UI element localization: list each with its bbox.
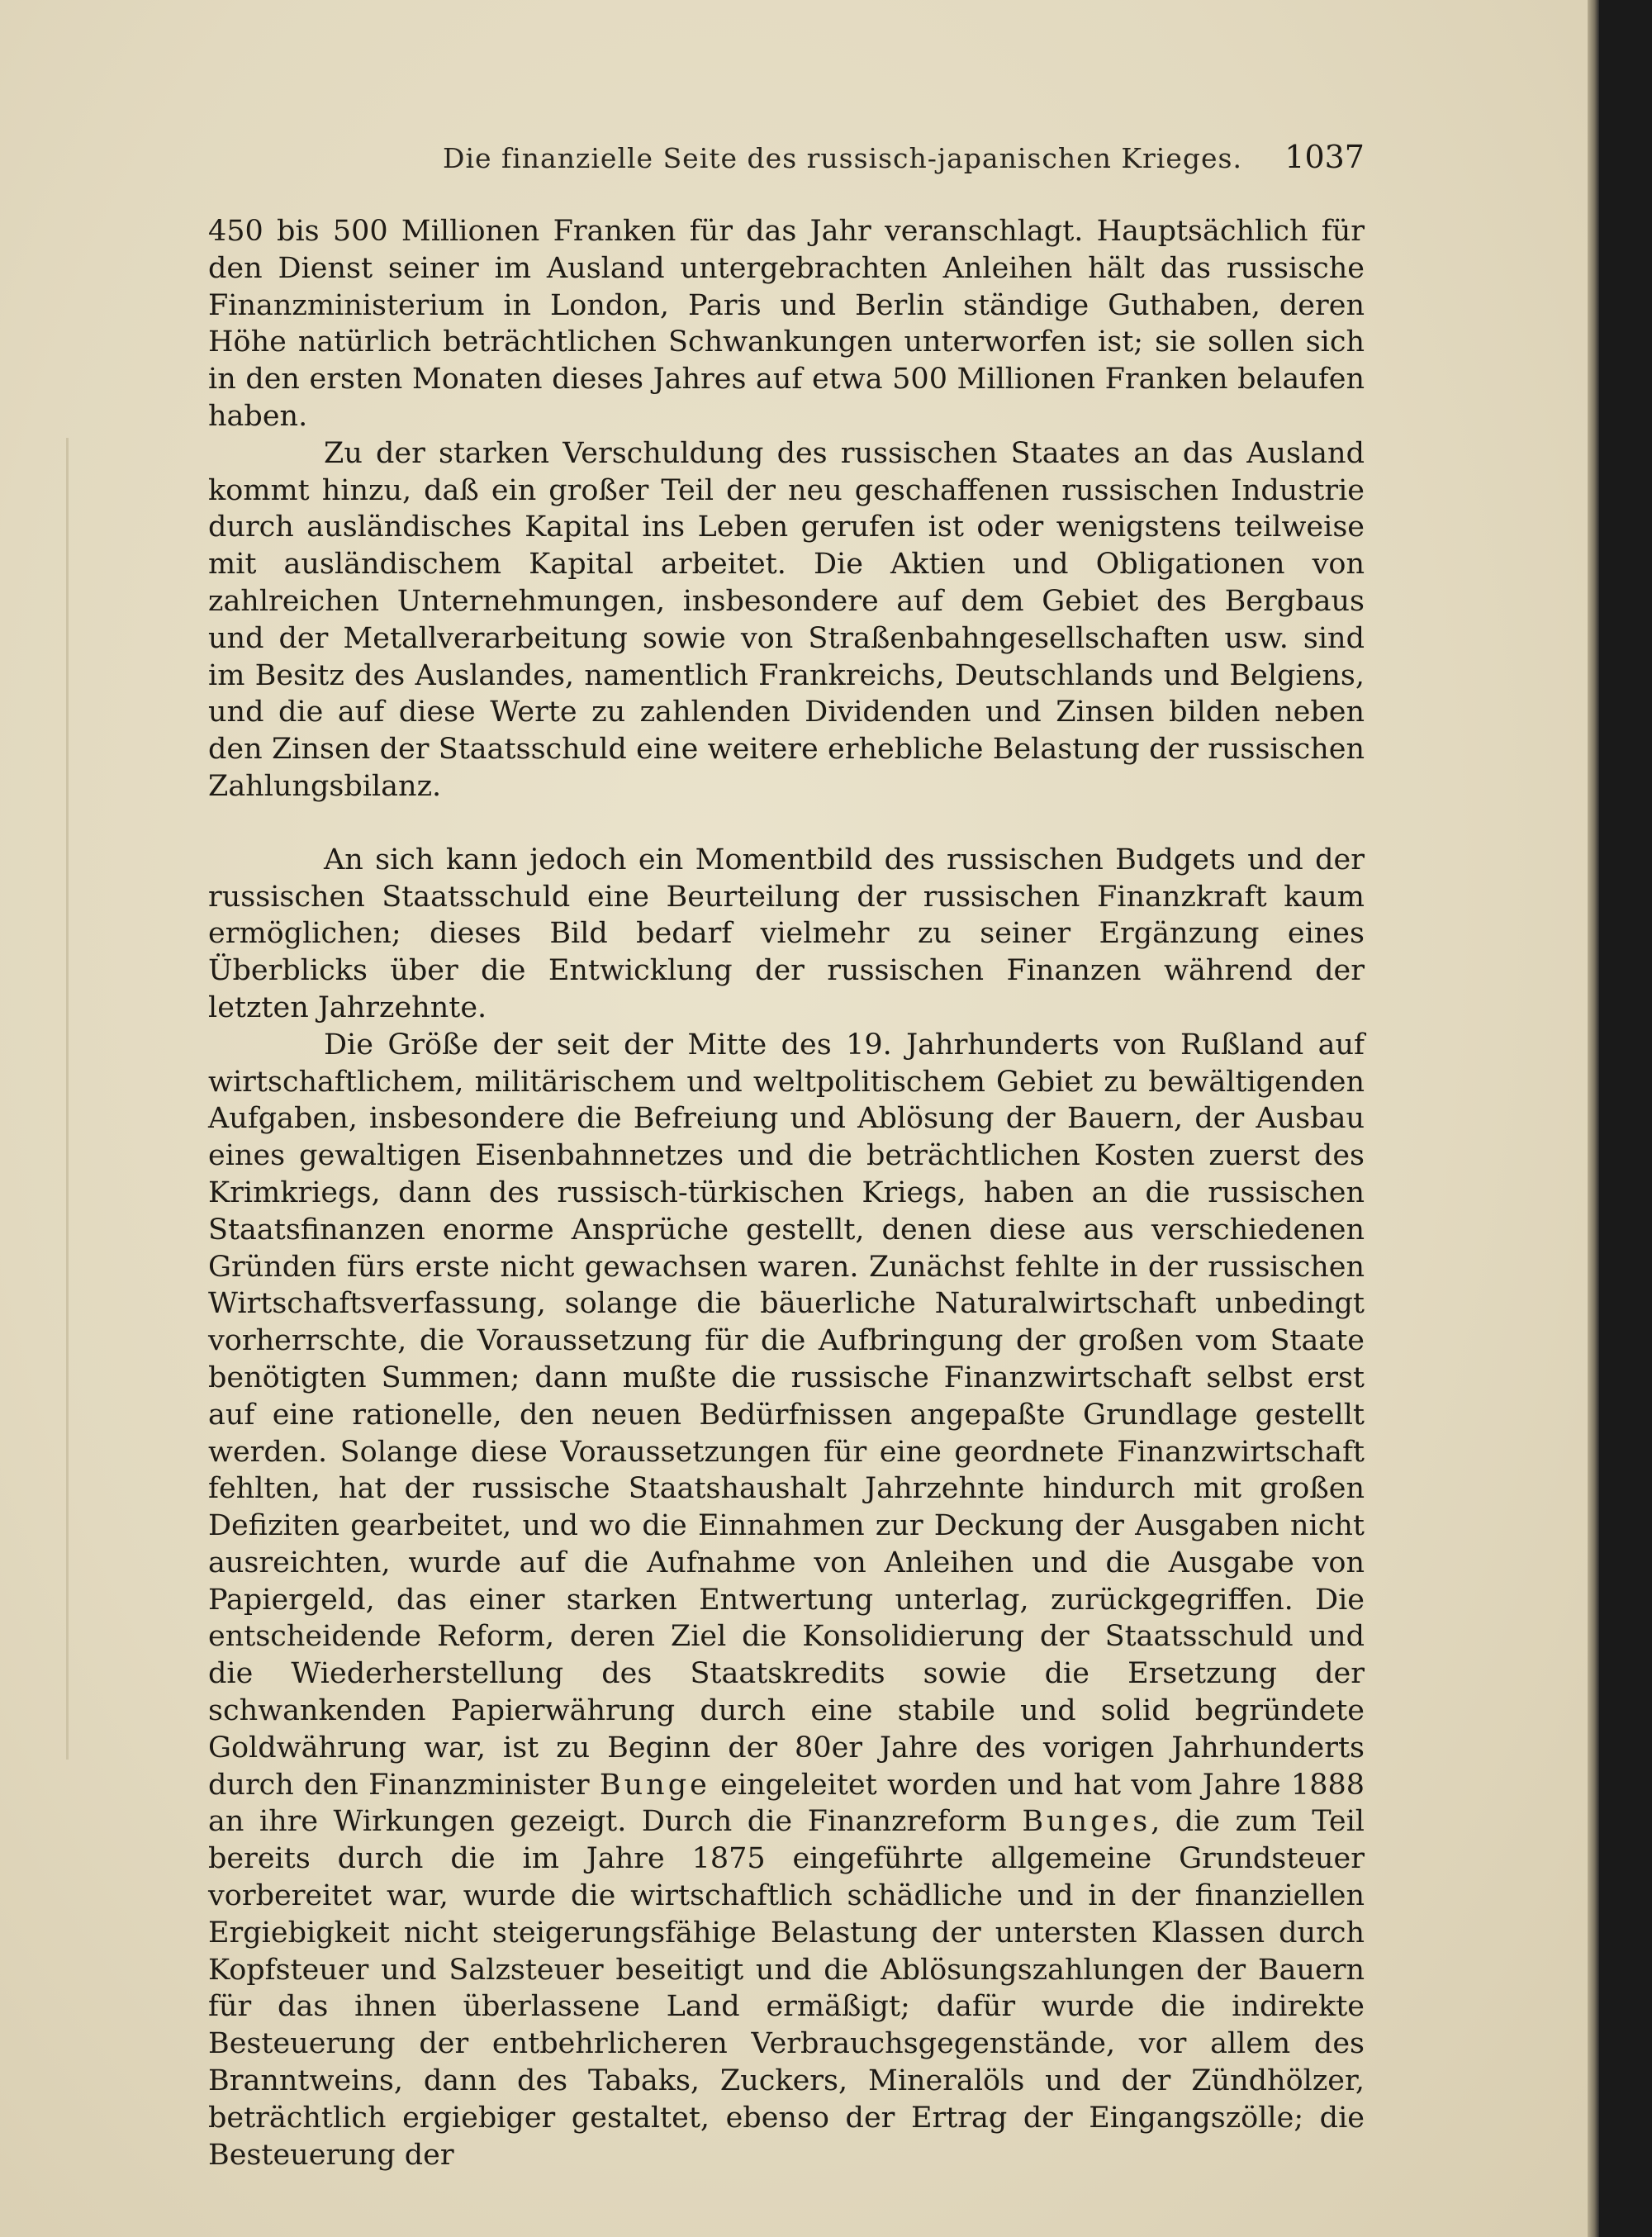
- paragraph-4-part-1: Die Größe der seit der Mitte des 19. Jahrhunderts von Rußland auf wirtschaftlichem, militärischem und weltpolitischem Gebiet zu bewältigenden Aufgaben, insbesondere die Befreiung und Ablösung der Bauern, der Ausbau eines gewaltigen Eisenbahnnetzes und die beträchtlichen Kosten zuerst des Krimkriegs, dann des russisch-türkischen Kriegs, haben an die russischen Staatsfinanzen enorme Ansprüche gestellt, denen diese aus verschiedenen Gründen fürs erste nicht gewachsen waren. Zunächst fehlte in der russischen Wirtschaftsverfassung, solange die bäuerliche Naturalwirtschaft unbedingt vorherrschte, die Voraussetzung für die Aufbringung der großen vom Staate benötigten Summen; dann mußte die russische Finanzwirtschaft selbst erst auf eine rationelle, den neuen Bedürfnissen angepaßte Grundlage gestellt werden. Solange diese Voraussetzungen für eine geordnete Finanzwirtschaft fehlten, hat der russische Staatshaushalt Jahrzehnte hindurch mit großen Defiziten gearbeitet, und wo die Einnahmen zur Deckung der Ausgaben nicht ausreichten, wurde auf die Aufnahme von Anleihen und die Ausgabe von Papiergeld, das einer starken Entwertung unterlag, zurückgegriffen. Die entscheidende Reform, deren Ziel die Konsolidierung der Staatsschuld und die Wiederherstellung des Staatskredits sowie die Ersetzung der schwankenden Papierwährung durch eine stabile und solid begründete Goldwährung war, ist zu Beginn der 80er Jahre des vorigen Jahrhunderts durch den Finanzminister: [208, 1028, 1365, 1802]
- running-title: Die finanzielle Seite des russisch-japanischen Krieges.: [443, 142, 1242, 174]
- name-bunges: Bunges: [1022, 1805, 1151, 1839]
- page-edge: [1588, 0, 1599, 2237]
- paragraph-1: 450 bis 500 Millionen Franken für das Jahr veranschlagt. Hauptsächlich für den Dienst seiner im Ausland untergebrachten Anleihen hält das russische Finanzministerium in London, Paris und Berlin ständige Guthaben, deren Höhe natürlich beträchtlichen Schwankungen unterworfen ist; sie sollen sich in den ersten Monaten dieses Jahres auf etwa 500 Millionen Franken belaufen haben.: [208, 215, 1365, 433]
- paragraph-4-part-2: eingeleitet worden und hat vom Jahre 1888 an ihre Wirkungen gezeigt. Durch die Finanzreform: [208, 1768, 1365, 1839]
- name-bunge: Bunge: [599, 1768, 710, 1802]
- page-header: [198, 139, 1365, 178]
- gutter-line: [66, 438, 69, 1760]
- paragraph-2: Zu der starken Verschuldung des russischen Staates an das Ausland kommt hinzu, daß ein großer Teil der neu geschaffenen russischen Industrie durch ausländisches Kapital ins Leben gerufen ist oder wenigstens teilweise mit ausländischem Kapital arbeitet. Die Aktien und Obligationen von zahlreichen Unternehmungen, insbesondere auf dem Gebiet des Bergbaus und der Metallverarbeitung sowie von Straßenbahngesellschaften usw. sind im Besitz des Auslandes, namentlich Frankreichs, Deutschlands und Belgiens, und die auf diese Werte zu zahlenden Dividenden und Zinsen bilden neben den Zinsen der Staatsschuld eine weitere erhebliche Belastung der russischen Zahlungsbilanz.: [208, 436, 1365, 803]
- body-text: [208, 213, 1365, 2173]
- paragraph-3: An sich kann jedoch ein Momentbild des russischen Budgets und der russischen Staatsschuld eine Beurteilung der russischen Finanzkraft kaum ermöglichen; dieses Bild bedarf vielmehr zu seiner Ergänzung eines Überblicks über die Entwicklung der russischen Finanzen während der letzten Jahrzehnte.: [208, 843, 1365, 1024]
- paragraph-4-part-3: , die zum Teil bereits durch die im Jahre 1875 eingeführte allgemeine Grundsteuer vorbereitet war, wurde die wirtschaftlich schädliche und in der finanziellen Ergiebigkeit nicht steigerungsfähige Belastung der untersten Klassen durch Kopfsteuer und Salzsteuer beseitigt und die Ablösungszahlungen der Bauern für das ihnen überlassene Land ermäßigt; dafür wurde die indirekte Besteuerung der entbehrlicheren Verbrauchsgegenstände, vor allem des Branntweins, dann des Tabaks, Zuckers, Mineralöls und der Zündhölzer, beträchtlich ergiebiger gestaltet, ebenso der Ertrag der Eingangszölle; die Besteuerung der: [208, 1805, 1365, 2172]
- section-gap: [208, 805, 1365, 842]
- page-number: 1037: [1284, 139, 1365, 175]
- paragraph-4: [208, 1027, 1365, 2174]
